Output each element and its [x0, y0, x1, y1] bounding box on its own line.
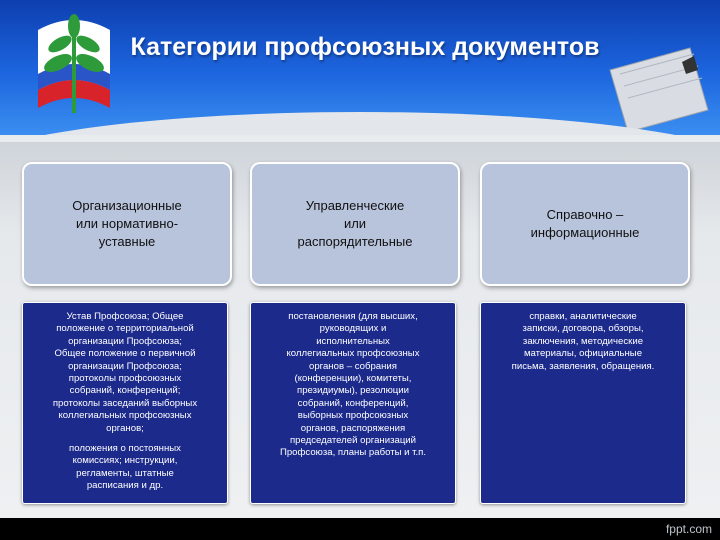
brand-label: fppt.com	[665, 522, 712, 536]
category-card-organizational	[22, 162, 232, 286]
category-panel-organizational	[22, 302, 228, 504]
category-card-reference	[480, 162, 690, 286]
slide-header	[0, 0, 720, 135]
union-logo-icon	[30, 8, 118, 126]
category-documents: справки, аналитические записки, договора, обзоры, заключения, методические материалы, официальные письма, заявления, обращения.	[511, 311, 655, 372]
category-panel-managerial	[250, 302, 456, 504]
category-card-managerial	[250, 162, 460, 286]
slide-footer	[0, 518, 720, 540]
category-heading: Справочно – информационные	[530, 207, 640, 240]
category-heading: Организационные или нормативно- уставные	[72, 198, 182, 249]
notebook-icon	[590, 40, 710, 135]
category-documents-extra: положения о постоянных комиссиях; инструкции, регламенты, штатные расписания и др.	[69, 443, 181, 492]
category-heading: Управленческие или распорядительные	[297, 198, 413, 249]
slide-title: Категории профсоюзных документов	[130, 33, 600, 61]
category-documents: постановления (для высших, руководящих и исполнительных коллегиальных профсоюзных органов – собрания (конференции), комитеты, президиумы), резолюции собраний, конференций, выборных профсоюзных органов, распоряжения председателей организаций Профсоюза, планы работы и т.п.	[279, 311, 427, 459]
category-documents: Устав Профсоюза; Общее положение о территориальной организации Профсоюза; Общее положение о первичной организации Профсоюза; протоколы профсоюзных собраний, конференций; протоколы заседаний выборных коллегиальных профсоюзных органов;	[52, 311, 198, 434]
category-panel-reference	[480, 302, 686, 504]
